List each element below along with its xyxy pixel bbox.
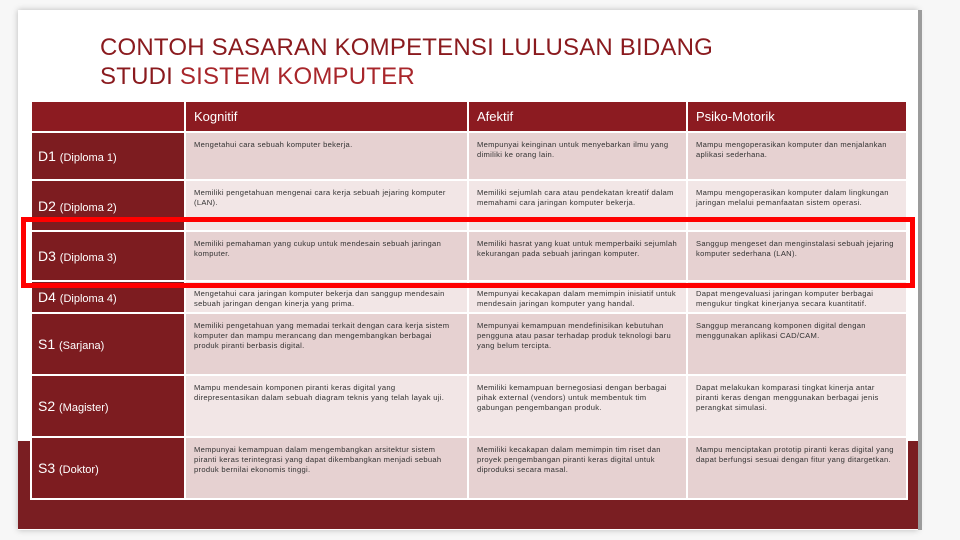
cell-kognitif: Memiliki pengetahuan yang memadai terkait dengan cara kerja sistem komputer dan mampu merancang dan mengembangkan berbagai produk piranti berbasis digital. [185, 313, 468, 375]
cell-psikomotorik: Mampu mengoperasikan komputer dan menjalankan aplikasi sederhana. [687, 132, 907, 180]
cell-afektif: Memiliki kemampuan bernegosiasi dengan berbagai pihak external (vendors) untuk membentuk tim gabungan pengembangan produk. [468, 375, 687, 437]
cell-kognitif: Mengetahui cara sebuah komputer bekerja. [185, 132, 468, 180]
title-line-1: CONTOH SASARAN KOMPETENSI LULUSAN BIDANG [100, 34, 714, 61]
level-degree: (Diploma 2) [59, 201, 117, 214]
table-row [31, 281, 907, 313]
level-cell [31, 313, 185, 375]
cell-psikomotorik: Sanggup merancang komponen digital dengan menggunakan aplikasi CAD/CAM. [687, 313, 907, 375]
table-row [31, 437, 907, 499]
cell-afektif: Mempunyai kemampuan mendefinisikan kebutuhan pengguna atau pasar terhadap produk teknologi baru yang belum tercipta. [468, 313, 687, 375]
cell-psikomotorik: Sanggup mengeset dan menginstalasi sebuah jejaring komputer sederhana (LAN). [687, 231, 907, 281]
level-cell [31, 231, 185, 281]
header-psikomotorik: Psiko-Motorik [687, 101, 907, 132]
level-code: D1 [38, 148, 56, 164]
title-line-2-prefix: STUDI [100, 63, 180, 90]
level-code: S1 [38, 336, 56, 352]
cell-psikomotorik: Dapat mengevaluasi jaringan komputer berbagai mengukur tingkat kinerjanya secara kuantitatif. [687, 281, 907, 313]
cell-afektif: Memiliki hasrat yang kuat untuk memperbaiki sejumlah kekurangan pada sebuah jaringan komputer. [468, 231, 687, 281]
level-cell [31, 375, 185, 437]
competency-table [30, 100, 908, 500]
level-cell [31, 180, 185, 231]
table-row [31, 231, 907, 281]
level-cell [31, 132, 185, 180]
level-degree: (Sarjana) [59, 340, 105, 352]
cell-afektif: Mempunyai kecakapan dalam memimpin inisiatif untuk mendesain jaringan komputer yang handal. [468, 281, 687, 313]
cell-psikomotorik: Mampu mengoperasikan komputer dalam lingkungan jaringan melalui pemanfaatan sistem operasi. [687, 180, 907, 231]
table-row [31, 180, 907, 231]
level-code: D2 [38, 197, 56, 214]
title-line-2-accent: SISTEM KOMPUTER [179, 63, 415, 90]
slide-title [100, 33, 860, 91]
level-degree: (Diploma 1) [59, 152, 117, 164]
cell-kognitif: Mampu mendesain komponen piranti keras digital yang direpresentasikan dalam sebuah diagram teknis yang telah layak uji. [185, 375, 468, 437]
table-row [31, 132, 907, 180]
level-degree: (Magister) [59, 402, 109, 414]
right-edge-shadow [918, 10, 922, 530]
cell-psikomotorik: Dapat melakukan komparasi tingkat kinerja antar piranti keras dengan menggunakan berbagai jenis perangkat simulasi. [687, 375, 907, 437]
level-degree: (Diploma 4) [59, 293, 117, 305]
level-code: D4 [38, 289, 56, 305]
level-cell [31, 281, 185, 313]
level-degree: (Doktor) [59, 464, 99, 476]
header-afektif: Afektif [468, 101, 687, 132]
cell-afektif: Memiliki sejumlah cara atau pendekatan kreatif dalam memahami cara jaringan komputer bekerja. [468, 180, 687, 231]
header-blank-cell [31, 101, 185, 132]
table-row [31, 313, 907, 375]
cell-kognitif: Mengetahui cara jaringan komputer bekerja dan sanggup mendesain sebuah jaringan dengan kinerja yang prima. [185, 281, 468, 313]
level-code: S2 [38, 398, 56, 414]
cell-kognitif: Memiliki pemahaman yang cukup untuk mendesain sebuah jaringan komputer. [185, 231, 468, 281]
cell-afektif: Mempunyai keinginan untuk menyebarkan ilmu yang dimiliki ke orang lain. [468, 132, 687, 180]
cell-afektif: Memiliki kecakapan dalam memimpin tim riset dan proyek pengembangan piranti keras digital untuk diproduksi secara masal. [468, 437, 687, 499]
level-degree: (Diploma 3) [59, 252, 117, 264]
cell-kognitif: Memiliki pengetahuan mengenai cara kerja sebuah jejaring komputer (LAN). [185, 180, 468, 231]
cell-kognitif: Mempunyai kemampuan dalam mengembangkan arsitektur sistem piranti keras terintegrasi yang dapat dikembangkan menjadi sebuah produk bernilai ekonomis tinggi. [185, 437, 468, 499]
level-code: S3 [38, 460, 56, 476]
table-header-row [31, 101, 907, 132]
header-kognitif: Kognitif [185, 101, 468, 132]
level-cell [31, 437, 185, 499]
table-row [31, 375, 907, 437]
cell-psikomotorik: Mampu menciptakan prototip piranti keras digital yang dapat berfungsi sesuai dengan fitur yang ditargetkan. [687, 437, 907, 499]
level-code: D3 [38, 248, 56, 264]
